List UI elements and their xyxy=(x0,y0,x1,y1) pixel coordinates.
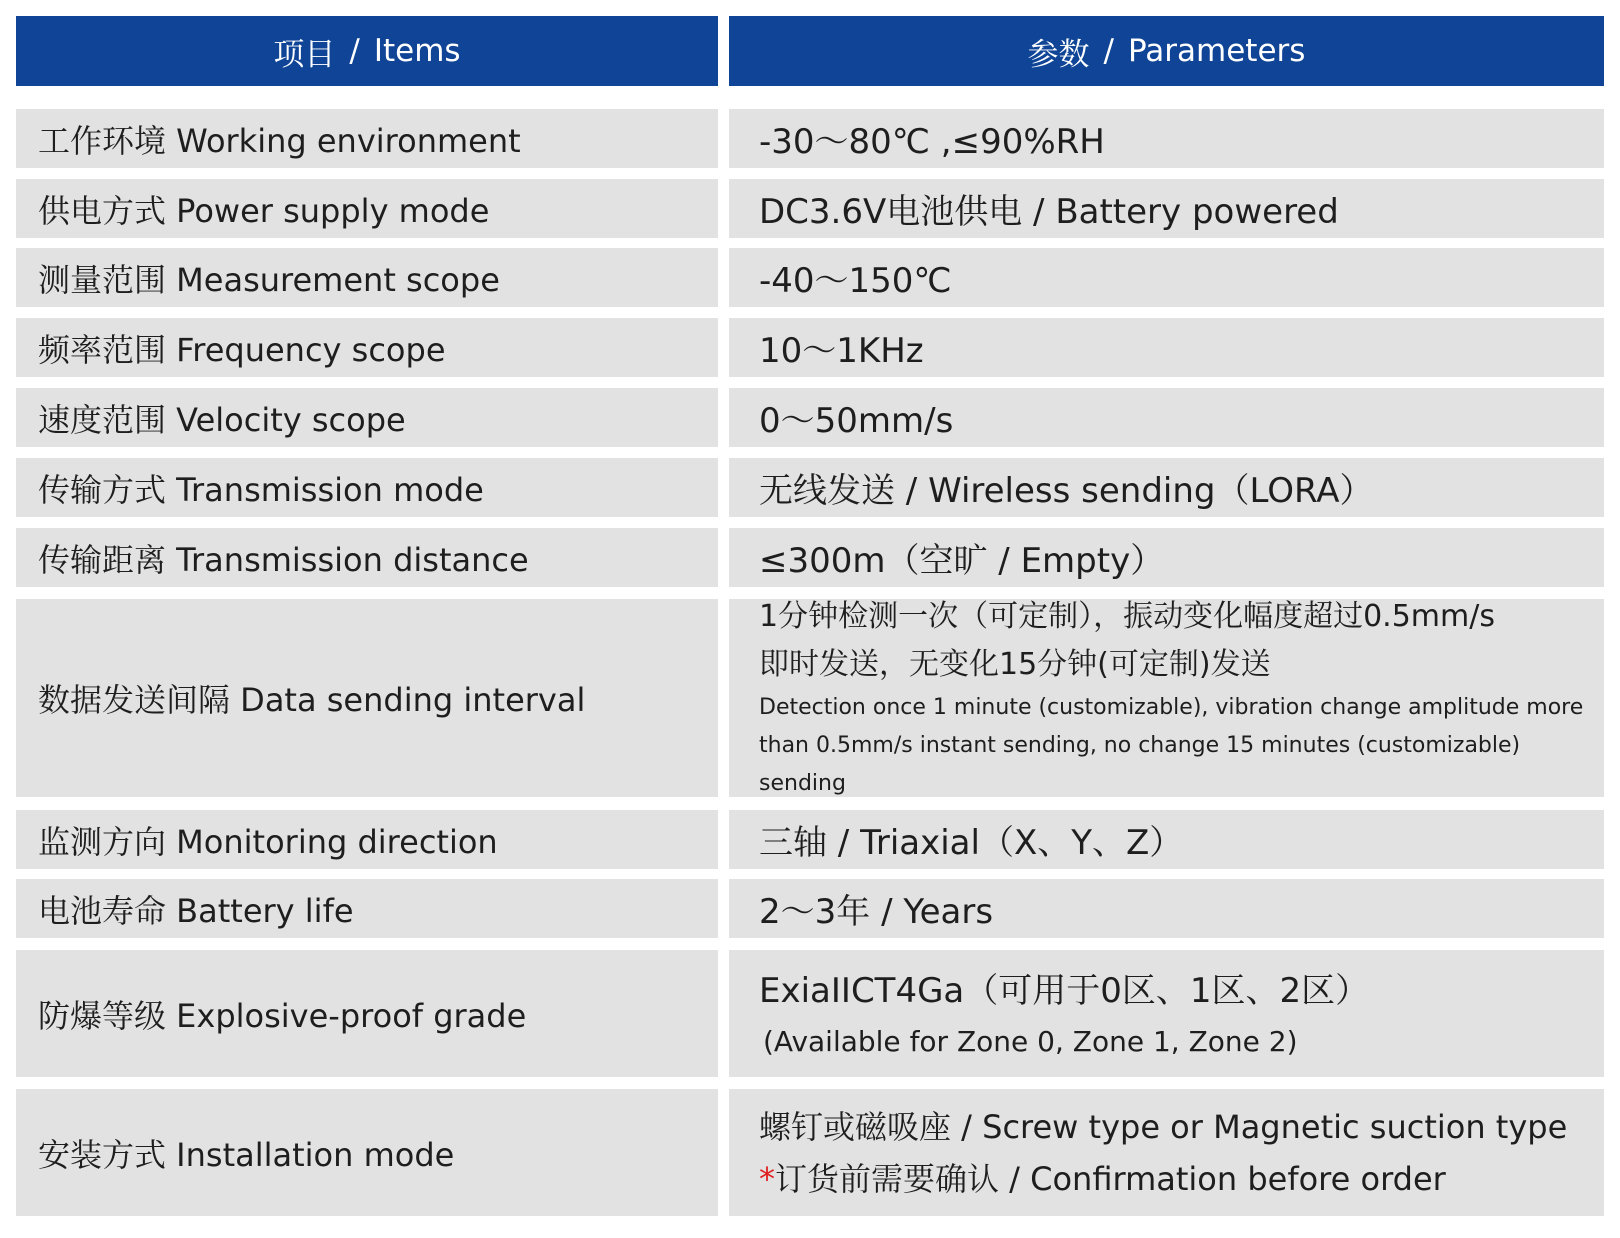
item-label: 测量范围 Measurement scope xyxy=(38,260,500,299)
required-asterisk: * xyxy=(759,1159,775,1198)
value-text: 无线发送 / Wireless sending（LORA） xyxy=(759,471,1374,511)
item-label: 速度范围 Velocity scope xyxy=(38,400,406,439)
item-label: 传输方式 Transmission mode xyxy=(38,470,484,509)
row-value xyxy=(729,528,1604,587)
header-parameters xyxy=(729,16,1604,86)
value-text: 2～3年 / Years xyxy=(759,892,994,932)
row-item xyxy=(16,1089,718,1216)
row-item xyxy=(16,810,718,869)
row-item xyxy=(16,950,718,1077)
header-items-en: Items xyxy=(373,33,461,69)
value-text: -30～80℃ ,≤90%RH xyxy=(759,122,1105,162)
value-line-main: 螺钉或磁吸座 / Screw type or Magnetic suction type xyxy=(759,1107,1568,1146)
value-text: 0～50mm/s xyxy=(759,401,954,441)
row-value xyxy=(729,810,1604,869)
row-value xyxy=(729,1089,1604,1216)
row-item xyxy=(16,879,718,938)
row-value xyxy=(729,950,1604,1077)
item-label: 防爆等级 Explosive-proof grade xyxy=(38,996,527,1035)
value-text: ≤300m（空旷 / Empty） xyxy=(759,541,1165,581)
value-line-main: ExiaIICT4Ga（可用于0区、1区、2区） xyxy=(759,970,1370,1011)
row-item xyxy=(16,248,718,307)
value-line-cn: 即时发送，无变化15分钟(可定制)发送 xyxy=(759,647,1271,682)
value-line-en: than 0.5mm/s instant sending, no change 15 minutes (customizable) sending xyxy=(759,733,1521,796)
item-label: 电池寿命 Battery life xyxy=(38,891,354,930)
header-separator: / xyxy=(349,33,360,69)
item-label: 数据发送间隔 Data sending interval xyxy=(38,681,586,719)
row-item xyxy=(16,109,718,168)
row-value xyxy=(729,248,1604,307)
value-text: -40～150℃ xyxy=(759,261,952,301)
row-item xyxy=(16,599,718,797)
row-value xyxy=(729,388,1604,447)
value-text: 三轴 / Triaxial（X、Y、Z） xyxy=(759,823,1184,863)
row-item xyxy=(16,388,718,447)
row-value xyxy=(729,109,1604,168)
value-line-en: Detection once 1 minute (customizable), vibration change amplitude more xyxy=(759,695,1584,720)
item-label: 供电方式 Power supply mode xyxy=(38,191,490,230)
header-separator: / xyxy=(1103,33,1114,69)
row-item xyxy=(16,458,718,517)
row-item xyxy=(16,528,718,587)
item-label: 安装方式 Installation mode xyxy=(38,1135,455,1174)
row-value xyxy=(729,318,1604,377)
item-label: 频率范围 Frequency scope xyxy=(38,330,446,369)
header-items xyxy=(16,16,718,86)
row-item xyxy=(16,179,718,238)
row-value xyxy=(729,599,1604,797)
row-value xyxy=(729,879,1604,938)
value-text: 10～1KHz xyxy=(759,331,924,371)
header-items-cn: 项目 xyxy=(273,36,336,73)
value-text: DC3.6V电池供电 / Battery powered xyxy=(759,192,1339,232)
note-text: 订货前需要确认 / Confirmation before order xyxy=(775,1159,1446,1198)
value-line-note xyxy=(759,1153,1594,1205)
header-params-cn: 参数 xyxy=(1027,36,1090,73)
row-item xyxy=(16,318,718,377)
row-value xyxy=(729,179,1604,238)
item-label: 工作环境 Working environment xyxy=(38,121,521,160)
item-label: 传输距离 Transmission distance xyxy=(38,540,529,579)
value-line-sub: (Available for Zone 0, Zone 1, Zone 2) xyxy=(763,1024,1298,1058)
header-params-en: Parameters xyxy=(1128,33,1306,69)
row-value xyxy=(729,458,1604,517)
item-label: 监测方向 Monitoring direction xyxy=(38,822,498,861)
value-line-cn: 1分钟检测一次（可定制），振动变化幅度超过0.5mm/s xyxy=(759,599,1495,634)
